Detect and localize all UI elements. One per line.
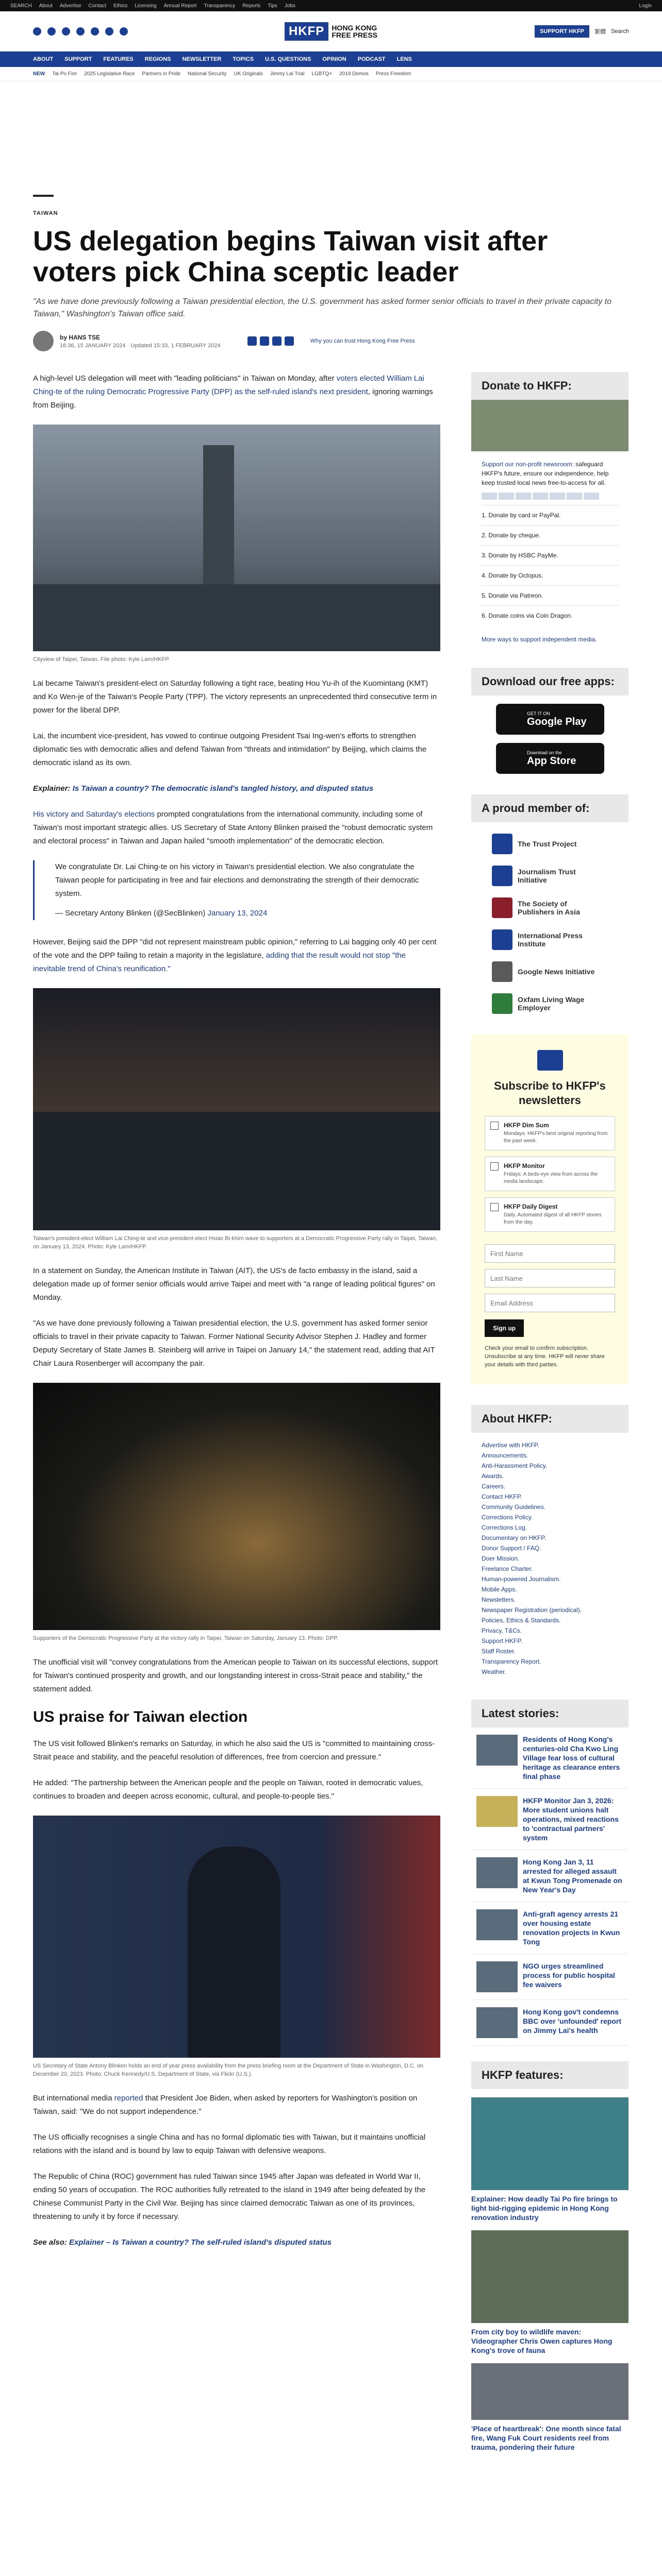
latest-story[interactable] (471, 1902, 628, 1954)
member-logo-icon (492, 961, 512, 982)
story-title: Anti-graft agency arrests 21 over housing estate renovation projects in Kwun Tong (523, 1910, 620, 1946)
member-logo-icon (492, 866, 512, 886)
paragraph (33, 2092, 440, 2119)
feature-title: From city boy to wildlife maven: Videographer Chris Owen captures Hong Kong's trove of fauna (471, 2328, 613, 2354)
donate-option[interactable]: 6. Donate coins via Coin Dragon. (482, 605, 618, 625)
top-link-contact[interactable]: Contact (88, 3, 106, 9)
feature-story[interactable] (471, 2363, 628, 2452)
envelope-icon (537, 1050, 563, 1071)
about-link[interactable]: Support HKFP. (482, 1637, 523, 1645)
member-item[interactable] (492, 834, 628, 854)
story-title: NGO urges streamlined process for public hospital fee waivers (523, 1962, 615, 1989)
content-columns (33, 372, 629, 2452)
main-nav (0, 52, 662, 67)
inline-link[interactable]: adding that the result would not stop "the inevitable trend of China's reunification." (33, 951, 406, 973)
about-link[interactable]: Donor Support / FAQ. (482, 1545, 541, 1552)
photo-caption: Taiwan's president-elect William Lai Ching-te and vice-president-elect Hsiao Bi-khim wave to supporters at a Democratic Progressive Party rally in Taipei, Taiwan, on January 13, 2024. Photo: Kyle Lam/HKFP. (33, 1235, 438, 1250)
paragraph: "As we have done previously following a Taiwan presidential election, the U.S. government has asked former senior officials to travel in their private capacity to Taiwan. Former National Security Advisor Stephen J. Hadley and former Deputy Secretary of State James B. Steinberg will arrive in Taipei on January 14," the statement read, adding that AIT Chair Laura Rosenberger will accompany the pair. (33, 1319, 435, 1368)
member-name: The Trust Project (518, 840, 577, 848)
donate-option[interactable]: 3. Donate by HSBC PayMe. (482, 545, 618, 565)
article-body (33, 372, 440, 2452)
about-link[interactable]: Newsletters. (482, 1596, 516, 1603)
text: A high-level US delegation will meet with "leading politicians" in Taiwan on Monday, after (33, 374, 337, 383)
member-item[interactable] (492, 993, 628, 1014)
newsletter-fine-print: Check your email to confirm subscription. Unsubscribe at any time. HKFP will never share your details with third parties. (485, 1345, 605, 1368)
member-logo-icon (492, 929, 512, 950)
paragraph: The US visit followed Blinken's remarks on Saturday, in which he also said the US is "committed to maintaining cross-Strait peace and stability, and the peaceful resolution of differences, free from coercion and pressure." (33, 1739, 435, 1761)
inline-link[interactable]: reported (114, 2094, 143, 2103)
story-thumbnail (476, 2007, 518, 2038)
inline-link[interactable]: His victory and Saturday's elections (33, 810, 155, 819)
subheading: US praise for Taiwan election (33, 1708, 248, 1725)
trending-bar (0, 67, 662, 81)
article-section-label[interactable]: TAIWAN (33, 210, 58, 216)
top-utility-bar (0, 0, 662, 11)
card-icon (550, 493, 565, 500)
feature-story[interactable] (471, 2097, 628, 2222)
facebook-icon[interactable] (33, 27, 41, 36)
trending-label: NEW (33, 71, 45, 77)
member-item[interactable] (492, 961, 628, 982)
about-link[interactable]: Transparency Report. (482, 1658, 541, 1665)
about-link[interactable]: Human-powered Journalism. (482, 1575, 561, 1583)
top-link-tips[interactable]: Tips (268, 3, 277, 9)
member-logo-icon (492, 993, 512, 1014)
text: that President Joe Biden, when asked by reporters for Washington's position on Taiwan, said: "We do not support independence." (33, 2094, 418, 2116)
about-link[interactable]: Freelance Charter. (482, 1565, 533, 1572)
byline (33, 331, 629, 351)
paragraph: Lai, the incumbent vice-president, has vowed to continue outgoing President Tsai Ing-wen's efforts to strengthen diplomatic ties with democratic allies and defend Taiwan from "threats and intimidation" by Beijing, which claims the democratic island as its own. (33, 732, 427, 767)
about-link[interactable]: Contact HKFP. (482, 1493, 522, 1500)
donate-option[interactable]: 4. Donate by Octopus. (482, 565, 618, 585)
support-hkfp-button[interactable]: SUPPORT HKFP (535, 25, 589, 38)
last-name-input[interactable] (485, 1269, 615, 1287)
about-box (471, 1405, 628, 1684)
text: prompted congratulations from the international community, including some of Taiwan's most important strategic allies. US Secretary of State Antony Blinken praised the "robust democratic system and electoral process" in Taiwan and Japan hailed "smooth implementation" of the democratic election. (33, 810, 433, 845)
paragraph (33, 936, 440, 976)
checkbox[interactable] (490, 1203, 499, 1211)
top-link-jobs[interactable]: Jobs (284, 3, 295, 9)
share-email-icon[interactable] (285, 336, 294, 346)
member-name: Journalism Trust Initiative (518, 868, 576, 884)
logo-wordmark (332, 24, 377, 39)
city-skyline (33, 584, 440, 651)
members-title: A proud member of: (471, 794, 628, 822)
photo-caption: US Secretary of State Antony Blinken holds an end of year press availability from the press briefing room at the Department of State in Washington, D.C. on December 20, 2023. Photo: Chuck Kennedy/U.S. Department of State, via Flickr (U.S.). (33, 2063, 424, 2077)
option-title: HKFP Monitor (504, 1162, 545, 1170)
paragraph: The Republic of China (ROC) government has ruled Taiwan since 1945 after Japan was defeated in World War II, ending 50 years of occupation. The ROC authorities fully retreated to the island in 1949 after being defeated by the Chinese Communist Party in the Civil War. Beijing has since claimed democratic Taiwan as one of its provinces, threatening to unify it by force if necessary. (33, 2172, 426, 2221)
checkbox[interactable] (490, 1122, 499, 1130)
first-name-input[interactable] (485, 1244, 615, 1263)
linkedin-icon[interactable] (105, 27, 113, 36)
about-link[interactable]: Advertise with HKFP. (482, 1442, 539, 1449)
paragraph: The unofficial visit will "convey congratulations from the American people to Taiwan on its successful elections, support for Taiwan's continued prosperity and growth, and our longstanding interest in cross-Strait peace and stability," the statement added. (33, 1658, 438, 1693)
newsletter-title: Subscribe to HKFP's newsletters (494, 1079, 606, 1107)
nav-lens[interactable]: LENS (396, 56, 412, 62)
member-item[interactable] (492, 929, 628, 950)
member-logo-icon (492, 897, 512, 918)
about-link[interactable]: Anti-Harassment Policy. (482, 1462, 548, 1469)
story-title: HKFP Monitor Jan 3, 2026: More student unions halt operations, mixed reactions to 'contractual partners' system (523, 1797, 619, 1842)
trending-item[interactable]: 2025 Legislative Race (84, 71, 135, 77)
search-link[interactable]: Search (611, 28, 629, 35)
masthead-actions (535, 25, 629, 38)
trust-link[interactable]: Why you can trust Hong Kong Free Press (310, 338, 415, 344)
latest-title: Latest stories: (471, 1700, 628, 1727)
nav-us-questions[interactable]: U.S. QUESTIONS (265, 56, 311, 62)
tweet-date-link[interactable]: January 13, 2024 (207, 909, 268, 918)
option-desc: Daily. Automated digest of all HKFP stories from the day. (504, 1212, 602, 1225)
top-link-licensing[interactable]: Licensing (135, 3, 157, 9)
instagram-icon[interactable] (62, 27, 70, 36)
story-thumbnail (476, 1735, 518, 1766)
nav-regions[interactable]: REGIONS (144, 56, 171, 62)
share-whatsapp-icon[interactable] (272, 336, 282, 346)
about-title: About HKFP: (471, 1405, 628, 1433)
text: But international media (33, 2094, 114, 2103)
member-name: International Press Institute (518, 931, 583, 948)
site-logo[interactable] (285, 22, 377, 41)
paragraph: In a statement on Sunday, the American Institute in Taiwan (AIT), the US's de facto embassy in the island, said a delegation made up of former senior officials would arrive Taipei and meet with "a range of leading political figures" on Monday. (33, 1266, 435, 1302)
share-x-icon[interactable] (260, 336, 269, 346)
about-link[interactable]: Mobile Apps. (482, 1586, 517, 1593)
newsletter-option-monitor[interactable] (485, 1157, 615, 1191)
speaker-figure (188, 1846, 280, 2058)
paragraph: He added: "The partnership between the American people and the people on Taiwan, rooted in democratic values, continues to broaden and deepen across economic, cultural, and people-to-people ties." (33, 1778, 423, 1801)
tweet-text: We congratulate Dr. Lai Ching-te on his victory in Taiwan's presidential election. We also congratulate the Taiwan people for participating in free and fair elections and demonstrating the strength of their democratic system. (55, 862, 419, 898)
article-title: US delegation begins Taiwan visit after voters pick China sceptic leader (33, 226, 548, 287)
trending-item[interactable]: Partners in Pride (142, 71, 181, 77)
about-link[interactable]: Community Guidelines. (482, 1503, 546, 1511)
top-link-advertise[interactable]: Advertise (59, 3, 81, 9)
member-name: The Society of Publishers in Asia (518, 900, 580, 916)
option-desc: Mondays: HKFP's best original reporting from the past week. (504, 1131, 608, 1144)
trending-item[interactable]: Tai Po Fire (52, 71, 77, 77)
card-icon (584, 493, 599, 500)
card-icon (567, 493, 582, 500)
latest-story[interactable] (471, 2000, 628, 2046)
about-link[interactable]: Awards. (482, 1472, 504, 1480)
nav-features[interactable]: FEATURES (103, 56, 134, 62)
newsletter-option-dim-sum[interactable] (485, 1116, 615, 1150)
badge-big-text: Google Play (527, 716, 587, 727)
latest-story[interactable] (471, 1789, 628, 1850)
text: — Secretary Antony Blinken (@SecBlinken) (55, 909, 208, 918)
story-title: Hong Kong gov't condemns BBC over 'unfounded' report on Jimmy Lai's health (523, 2008, 621, 2035)
paragraph (33, 808, 440, 848)
latest-story[interactable] (471, 1954, 628, 2000)
top-link-reports[interactable]: Reports (242, 3, 261, 9)
features-title: HKFP features: (471, 2061, 628, 2089)
latest-box (471, 1700, 628, 2046)
email-icon[interactable] (120, 27, 128, 36)
donate-option[interactable]: 2. Donate by cheque. (482, 525, 618, 545)
trending-item[interactable]: UK Originals (234, 71, 263, 77)
paragraph: Lai became Taiwan's president-elect on Saturday following a tight race, beating Hou Yu-ih of the Kuomintang (KMT) and Ko Wen-je of the Taiwan's People Party (TPP). The victory represents an unprecedented third consecutive term in power for the liberal DPP. (33, 679, 437, 715)
text: , ignoring warnings from Beijing. (33, 387, 433, 410)
feature-title: Explainer: How deadly Tai Po fire brings to light bid-rigging epidemic in Hong Kong renovation industry (471, 2195, 618, 2222)
donate-option[interactable]: 5. Donate via Patreon. (482, 585, 618, 605)
explainer-link[interactable]: Is Taiwan a country? The democratic island's tangled history, and disputed status (72, 784, 374, 793)
donate-box (471, 372, 628, 652)
donate-lead-link[interactable]: Support our non-profit newsroom (482, 461, 572, 468)
see-also-label: See also: (33, 2238, 70, 2247)
about-link[interactable]: Announcements. (482, 1452, 528, 1459)
members-box (471, 794, 628, 1014)
latest-story[interactable] (471, 1727, 628, 1789)
photo-caption: Cityview of Taipei, Taiwan. File photo: Kyle Lam/HKFP. (33, 656, 170, 663)
feature-title: 'Place of heartbreak': One month since fatal fire, Wang Fuk Court residents reel from trauma, pondering their future (471, 2425, 621, 2451)
taipei-city-photo (33, 425, 440, 651)
donate-body (471, 451, 628, 652)
member-item[interactable] (492, 866, 628, 886)
story-title: Hong Kong Jan 3, 11 arrested for alleged assault at Kwun Tong Promenade on New Year's Day (523, 1858, 622, 1894)
member-name: Google News Initiative (518, 968, 595, 976)
top-link-ethics[interactable]: Ethics (113, 3, 128, 9)
option-title: HKFP Daily Digest (504, 1203, 558, 1210)
trending-item[interactable]: Jimmy Lai Trial (270, 71, 305, 77)
checkbox[interactable] (490, 1162, 499, 1171)
card-icon (516, 493, 531, 500)
trending-item[interactable]: 2019 Demos (339, 71, 369, 77)
author-name[interactable]: by HANS TSE (60, 333, 101, 341)
features-box (471, 2061, 628, 2452)
telegram-icon[interactable] (91, 27, 99, 36)
top-link-login[interactable]: Login (639, 3, 652, 9)
badge-small-text: Download on the (527, 750, 562, 755)
donate-intro (482, 460, 618, 487)
about-link[interactable]: Staff Roster. (482, 1648, 516, 1655)
logo-mark: HKFP (285, 22, 328, 41)
more-ways-link[interactable]: More ways to support independent media. (482, 636, 597, 643)
embedded-tweet (33, 860, 440, 920)
see-also-link[interactable]: Explainer – Is Taiwan a country? The self-ruled island's disputed status (69, 2238, 332, 2247)
publish-date: 16:36, 15 JANUARY 2024 · Updated 15:33, 1 FEBRUARY 2024 (60, 342, 221, 349)
app-store-badge[interactable] (496, 743, 604, 774)
author-avatar (33, 331, 54, 351)
article-standfirst: "As we have done previously following a Taiwan presidential election, the U.S. government has asked former senior officials to travel in their private capacity to Taiwan," Washington's Taiwan office said. (33, 297, 612, 318)
member-item[interactable] (492, 897, 628, 918)
nav-about[interactable]: ABOUT (33, 56, 54, 62)
masthead (0, 11, 662, 52)
nav-podcast[interactable]: PODCAST (357, 56, 386, 62)
story-thumbnail (476, 1796, 518, 1827)
newsletter-signup (471, 1035, 628, 1384)
option-title: HKFP Dim Sum (504, 1122, 549, 1129)
payment-methods (482, 493, 618, 500)
paragraph (33, 372, 440, 412)
photo-caption: Supporters of the Democratic Progressive Party at the victory rally in Taipei, Taiwan on Saturday, January 13. Photo: DPP. (33, 1635, 339, 1641)
share-facebook-icon[interactable] (247, 336, 257, 346)
story-thumbnail (476, 1909, 518, 1940)
about-links (471, 1433, 628, 1684)
feature-image (471, 2230, 628, 2323)
top-link-transparency[interactable]: Transparency (204, 3, 236, 9)
about-link[interactable]: Documentary on HKFP. (482, 1534, 547, 1541)
crowd-on-stage (33, 1112, 440, 1230)
feature-story[interactable] (471, 2230, 628, 2355)
x-icon[interactable] (47, 27, 56, 36)
donate-title: Donate to HKFP: (471, 372, 628, 400)
see-also-paragraph (33, 2236, 440, 2249)
card-icon (499, 493, 514, 500)
about-link[interactable]: Corrections Log. (482, 1524, 527, 1531)
member-logo-icon (492, 834, 512, 854)
google-play-badge[interactable] (496, 704, 604, 735)
apps-title: Download our free apps: (471, 668, 628, 696)
nav-opinion[interactable]: OPINION (322, 56, 346, 62)
about-link[interactable]: Careers. (482, 1483, 506, 1490)
youtube-icon[interactable] (76, 27, 85, 36)
latest-story[interactable] (471, 1850, 628, 1902)
top-link-about[interactable]: About (39, 3, 53, 9)
newsletter-option-daily-digest[interactable] (485, 1197, 615, 1232)
section-divider (33, 195, 54, 197)
trending-item[interactable]: LGBTQ+ (311, 71, 333, 77)
social-links (33, 27, 128, 36)
badge-big-text: App Store (527, 755, 576, 767)
text: : safeguard HKFP's future, ensure our independence, help keep trusted local news free-to-access for all. (482, 461, 609, 486)
article-wrapper (0, 195, 662, 2452)
top-link-annual-report[interactable]: Annual Report (163, 3, 197, 9)
sidebar (471, 372, 628, 2452)
lai-rally-photo (33, 988, 440, 1230)
trending-item[interactable]: National Security (188, 71, 227, 77)
explainer-link-paragraph (33, 782, 440, 795)
paragraph: The US officially recognises a single China and has no formal diplomatic ties with Taiwan, but it maintains unofficial relations with the island and is bound by law to equip Taiwan with defensive weapons. (33, 2133, 426, 2155)
text: However, Beijing said the DPP "did not represent mainstream public opinion," referring to Lai bagging only 40 per cent of the vote and the DPP failing to retain a majority in the legislature, (33, 938, 437, 960)
card-icon (533, 493, 548, 500)
donate-image (471, 400, 628, 451)
explainer-label: Explainer: (33, 784, 73, 793)
donate-option[interactable]: 1. Donate by card or PayPal. (482, 505, 618, 525)
blinken-press-photo (33, 1816, 440, 2058)
about-link[interactable]: Privacy, T&Cs. (482, 1627, 522, 1634)
logo-line-2: FREE PRESS (332, 30, 378, 39)
about-link[interactable]: Newspaper Registration (periodical). (482, 1606, 582, 1614)
dpp-supporters-night-photo (33, 1383, 440, 1630)
inline-link[interactable]: voters elected William Lai Ching-te of the ruling Democratic Progressive Party (DPP) as the self-ruled island's next president (33, 374, 424, 396)
apps-box (471, 668, 628, 774)
about-link[interactable]: Weather. (482, 1668, 506, 1675)
feature-image (471, 2097, 628, 2190)
feature-image (471, 2363, 628, 2420)
nav-topics[interactable]: TOPICS (233, 56, 254, 62)
about-link[interactable]: Doer Mission. (482, 1555, 520, 1562)
sign-up-button[interactable]: Sign up (485, 1319, 524, 1337)
tweet-attribution (55, 907, 440, 920)
logo-line-1: HONG KONG (332, 23, 377, 32)
email-input[interactable] (485, 1294, 615, 1312)
story-title: Residents of Hong Kong's centuries-old Cha Kwo Ling Village fear loss of cultural heritage as clearance enters final phase (523, 1735, 620, 1781)
about-link[interactable]: Policies, Ethics & Standards. (482, 1617, 561, 1624)
option-desc: Fridays: A birds-eye view from across the media landscape. (504, 1172, 598, 1184)
story-thumbnail (476, 1961, 518, 1992)
trending-item[interactable]: Press Freedom (375, 71, 411, 77)
about-link[interactable]: Corrections Policy. (482, 1514, 533, 1521)
nav-support[interactable]: SUPPORT (64, 56, 92, 62)
language-switch[interactable]: 繁體 (594, 28, 606, 35)
share-buttons (247, 336, 294, 346)
top-link-search[interactable]: SEARCH (10, 3, 32, 9)
story-thumbnail (476, 1857, 518, 1888)
badge-small-text: GET IT ON (527, 710, 550, 716)
member-name: Oxfam Living Wage Employer (518, 995, 585, 1012)
nav-newsletter[interactable]: NEWSLETTER (182, 56, 222, 62)
card-icon (482, 493, 497, 500)
